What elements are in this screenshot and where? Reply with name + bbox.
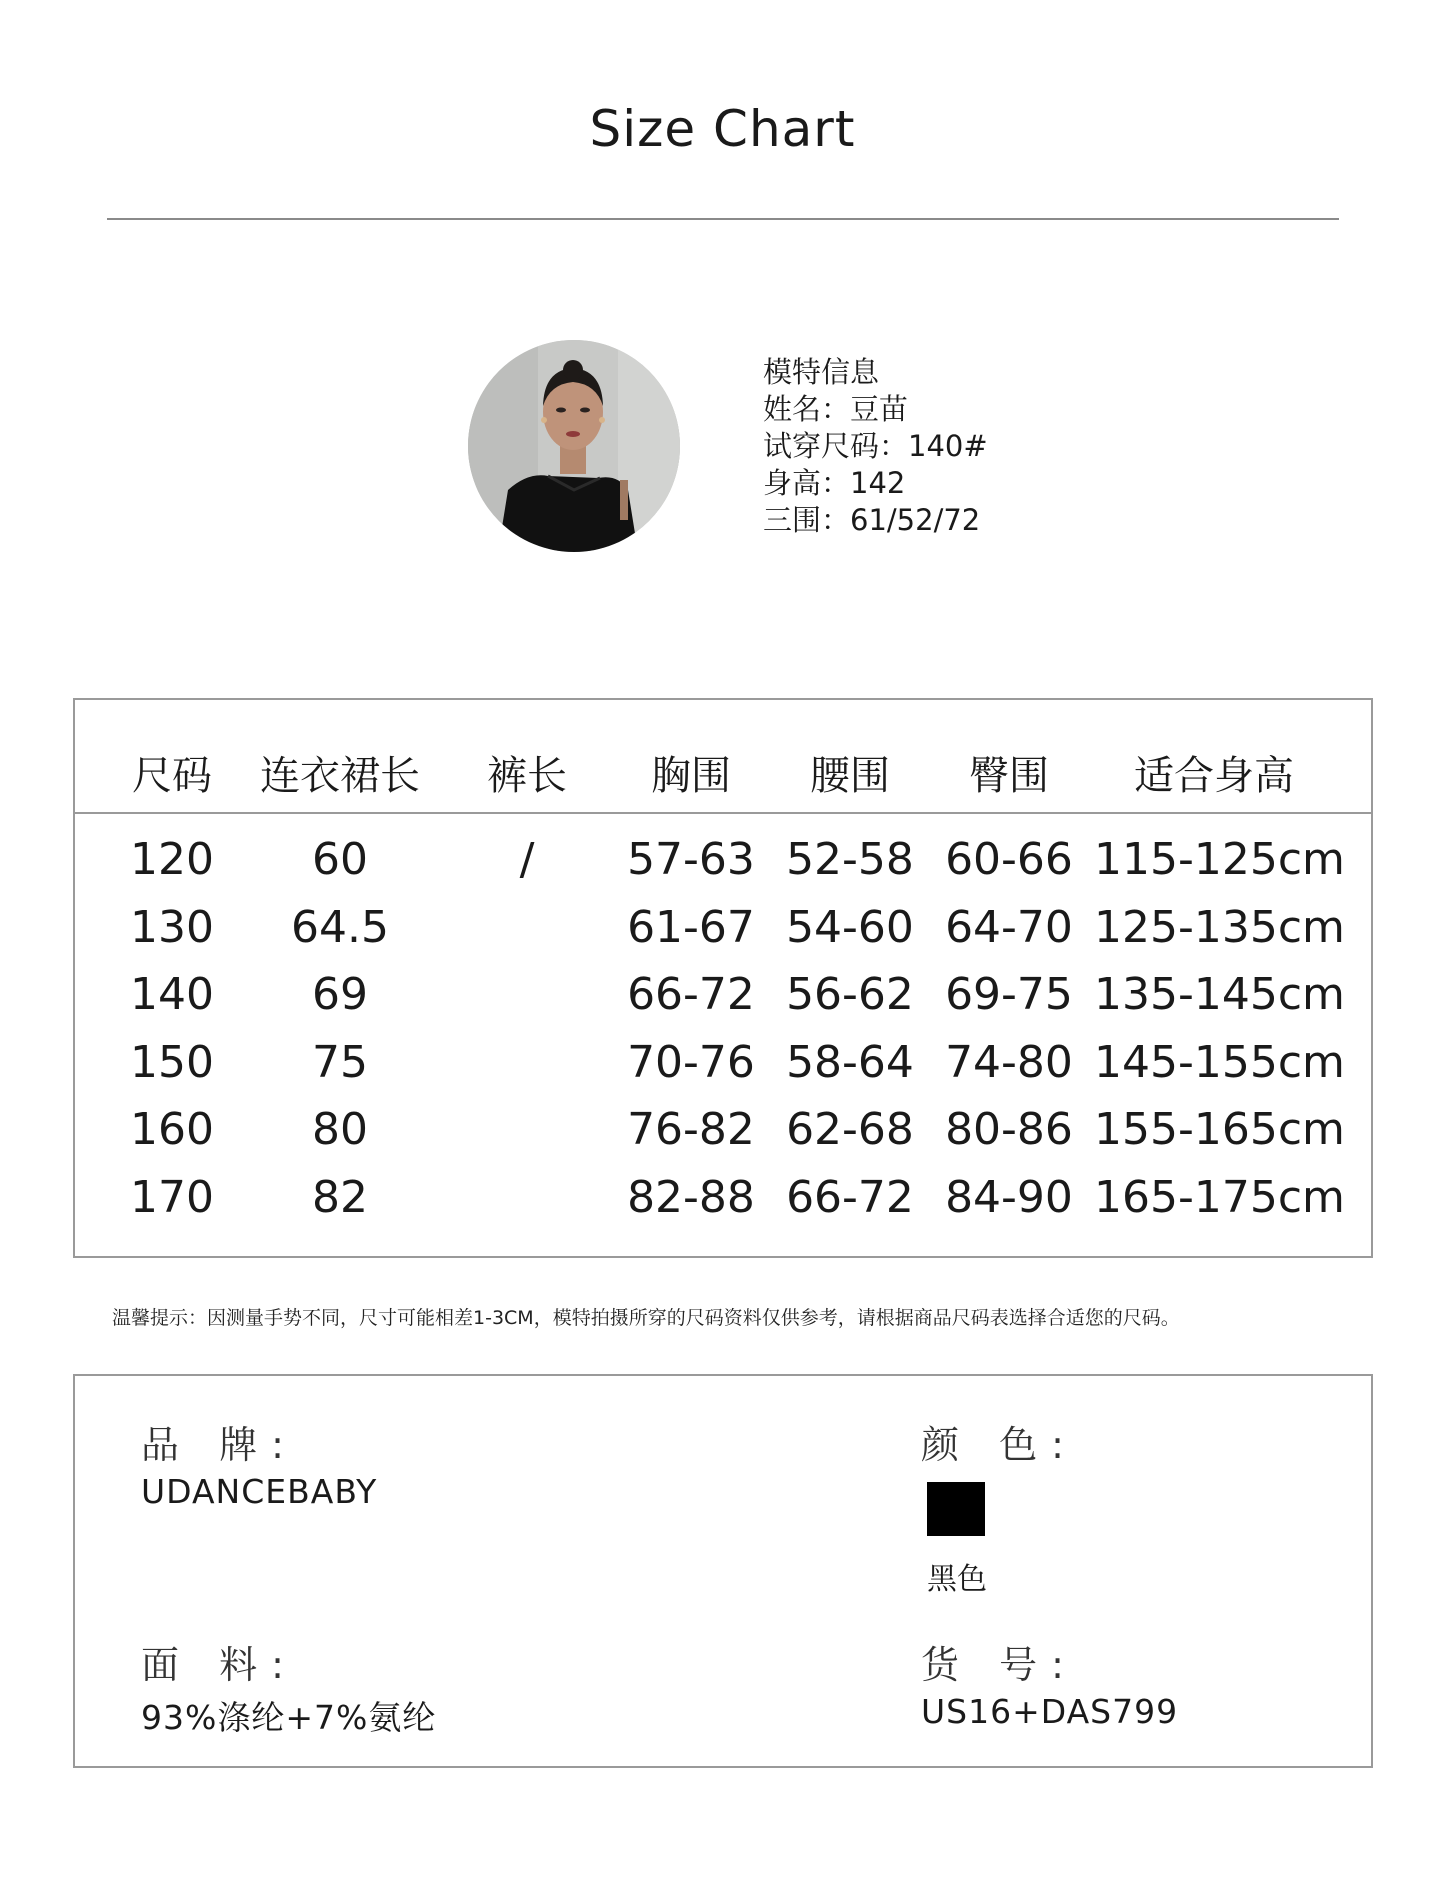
table-header-divider [75, 812, 1371, 814]
cell-waist: 52-58 [786, 834, 914, 885]
cell-hip: 64-70 [945, 901, 1073, 953]
header-fit-height: 适合身高 [1134, 753, 1294, 799]
cell-dress-length: 64.5 [291, 901, 389, 953]
sizing-note: 温馨提示：因测量手势不同，尺寸可能相差1-3CM，模特拍摄所穿的尺码资料仅供参考，请根据商品尺码表选择合适您的尺码。 [112, 1307, 1180, 1329]
cell-chest: 70-76 [627, 1036, 755, 1088]
cell-dress-length: 75 [312, 1036, 368, 1088]
header-waist: 腰围 [810, 753, 890, 799]
cell-chest: 82-88 [627, 1171, 755, 1223]
model-photo [468, 340, 680, 552]
cell-hip: 69-75 [945, 969, 1073, 1020]
item-number-value: US16+DAS799 [921, 1692, 1179, 1731]
title-divider [107, 218, 1339, 220]
model-measurements: 三围：61/52/72 [763, 503, 981, 537]
item-number-label: 货 号: [921, 1643, 1078, 1687]
cell-hip: 60-66 [945, 834, 1073, 885]
cell-hip: 74-80 [945, 1036, 1073, 1088]
header-dress-length: 连衣裙长 [260, 753, 420, 799]
cell-chest: 76-82 [627, 1104, 755, 1155]
cell-dress-length: 60 [312, 834, 368, 885]
cell-size: 120 [130, 834, 214, 885]
cell-chest: 61-67 [627, 901, 755, 953]
cell-fit-height: 115-125cm [1094, 834, 1345, 885]
color-label: 颜 色: [921, 1423, 1078, 1467]
cell-size: 150 [130, 1036, 214, 1088]
cell-size: 130 [130, 901, 214, 953]
model-name: 姓名：豆苗 [763, 392, 909, 426]
model-info [763, 354, 988, 539]
header-pants-length: 裤长 [487, 753, 567, 799]
product-info [73, 1374, 1373, 1768]
cell-waist: 66-72 [786, 1171, 914, 1223]
cell-chest: 66-72 [627, 969, 755, 1020]
model-size-worn: 试穿尺码：140# [763, 429, 988, 463]
cell-fit-height: 155-165cm [1094, 1104, 1345, 1155]
cell-size: 160 [130, 1104, 214, 1155]
cell-size: 170 [130, 1171, 214, 1223]
brand-value: UDANCEBABY [141, 1472, 378, 1511]
cell-hip: 80-86 [945, 1104, 1073, 1155]
cell-fit-height: 165-175cm [1094, 1171, 1345, 1223]
cell-hip: 84-90 [945, 1171, 1073, 1223]
header-size: 尺码 [132, 753, 212, 799]
cell-chest: 57-63 [627, 834, 755, 885]
model-portrait-image [468, 340, 680, 552]
cell-pants-length: / [519, 834, 535, 885]
cell-waist: 58-64 [786, 1036, 914, 1088]
cell-fit-height: 145-155cm [1094, 1036, 1345, 1088]
cell-waist: 56-62 [786, 969, 914, 1020]
cell-dress-length: 69 [312, 969, 368, 1020]
material-label: 面 料: [141, 1643, 298, 1687]
size-table [73, 698, 1373, 1258]
model-height: 身高：142 [763, 466, 906, 500]
cell-fit-height: 135-145cm [1094, 969, 1345, 1020]
color-value: 黑色 [927, 1562, 987, 1597]
header-chest: 胸围 [651, 753, 731, 799]
material-value: 93%涤纶+7%氨纶 [141, 1698, 437, 1737]
header-hip: 臀围 [969, 753, 1049, 799]
color-swatch [927, 1482, 985, 1536]
cell-dress-length: 82 [312, 1171, 368, 1223]
cell-size: 140 [130, 969, 214, 1020]
cell-waist: 62-68 [786, 1104, 914, 1155]
cell-fit-height: 125-135cm [1094, 901, 1345, 953]
model-info-heading: 模特信息 [763, 355, 880, 389]
cell-waist: 54-60 [786, 901, 914, 953]
cell-dress-length: 80 [312, 1104, 368, 1155]
page-title: Size Chart [589, 100, 856, 158]
brand-label: 品 牌: [141, 1423, 298, 1467]
